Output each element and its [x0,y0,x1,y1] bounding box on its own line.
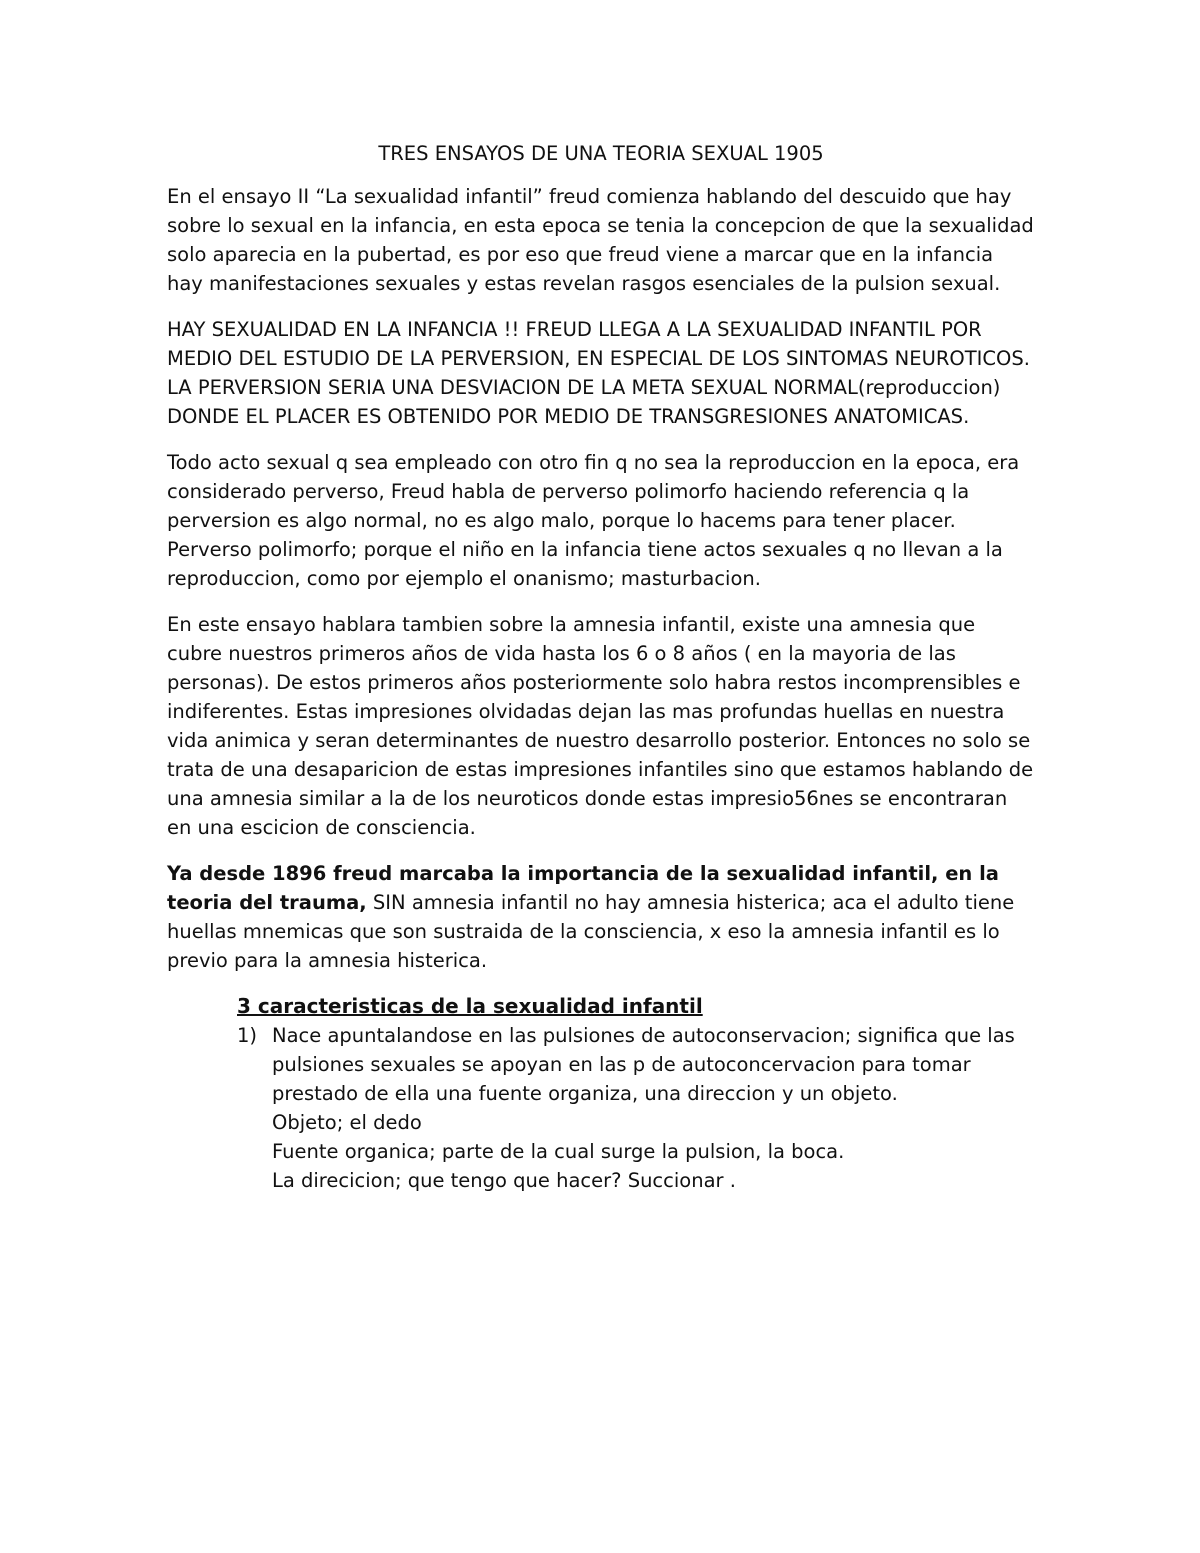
list-item-body [272,1021,1035,1195]
paragraph-amnesia: En este ensayo hablara tambien sobre la amnesia infantil, existe una amnesia que cubre nuestros primeros años de vida hasta los 6 o 8 años ( en la mayoria de las personas). De estos primeros años posteriormente solo habra restos incomprensibles e indiferentes. Estas impresiones olvidadas dejan las mas profundas huellas en nuestra vida animica y seran determinantes de nuestro desarrollo posterior. Entonces no solo se trata de una desaparicion de estas impresiones infantiles sino que estamos hablando de una amnesia similar a la de los neuroticos donde estas impresio56nes se encontraran en una escicion de consciencia. [167,613,1034,839]
list-item [237,1021,1035,1195]
paragraph-intro: En el ensayo II “La sexualidad infantil” freud comienza hablando del descuido que hay sobre lo sexual en la infancia, en esta epoca se tenia la concepcion de que la sexualidad solo aparecia en la pubertad, es por eso que freud viene a marcar que en la infancia hay manifestaciones sexuales y estas revelan rasgos esenciales de la pulsion sexual. [167,185,1034,295]
list-item-text: Nace apuntalandose en las pulsiones de autoconservacion; significa que las pulsiones sexuales se apoyan en las p de autoconcervacion para tomar prestado de ella una fuente organiza, una direccion y un objeto. [272,1024,1015,1105]
characteristics-section [237,992,1035,1195]
list-item-number: 1) [237,1024,258,1047]
characteristics-heading: 3 caracteristicas de la sexualidad infantil [237,994,703,1018]
list-item-direccion: La direcicion; que tengo que hacer? Succionar . [272,1169,736,1192]
paragraph-perversion: HAY SEXUALIDAD EN LA INFANCIA !! FREUD LLEGA A LA SEXUALIDAD INFANTIL POR MEDIO DEL ESTUDIO DE LA PERVERSION, EN ESPECIAL DE LOS SINTOMAS NEUROTICOS. LA PERVERSION SERIA UNA DESVIACION DE LA META SEXUAL NORMAL(reproduccion) DONDE EL PLACER ES OBTENIDO POR MEDIO DE TRANSGRESIONES ANATOMICAS. [167,318,1030,428]
list-item-objeto: Objeto; el dedo [272,1111,422,1134]
document-title: TRES ENSAYOS DE UNA TEORIA SEXUAL 1905 [378,142,824,165]
paragraph-polimorfo: Todo acto sexual q sea empleado con otro fin q no sea la reproduccion en la epoca, era considerado perverso, Freud habla de perverso polimorfo haciendo referencia q la perversion es algo normal, no es algo malo, porque lo hacems para tener placer. Perverso polimorfo; porque el niño en la infancia tiene actos sexuales q no llevan a la reproduccion, como por ejemplo el onanismo; masturbacion. [167,451,1020,590]
paragraph-trauma-bold: Ya desde 1896 freud marcaba la importancia de la sexualidad infantil, en la teoria del trauma, [167,862,999,914]
list-item-fuente: Fuente organica; parte de la cual surge la pulsion, la boca. [272,1140,845,1163]
paragraph-trauma-rest: SIN amnesia infantil no hay amnesia histerica; aca el adulto tiene huellas mnemicas que son sustraida de la consciencia, x eso la amnesia infantil es lo previo para la amnesia histerica. [167,891,1015,972]
paragraph-trauma [167,859,1035,975]
document-body [167,139,1035,1195]
